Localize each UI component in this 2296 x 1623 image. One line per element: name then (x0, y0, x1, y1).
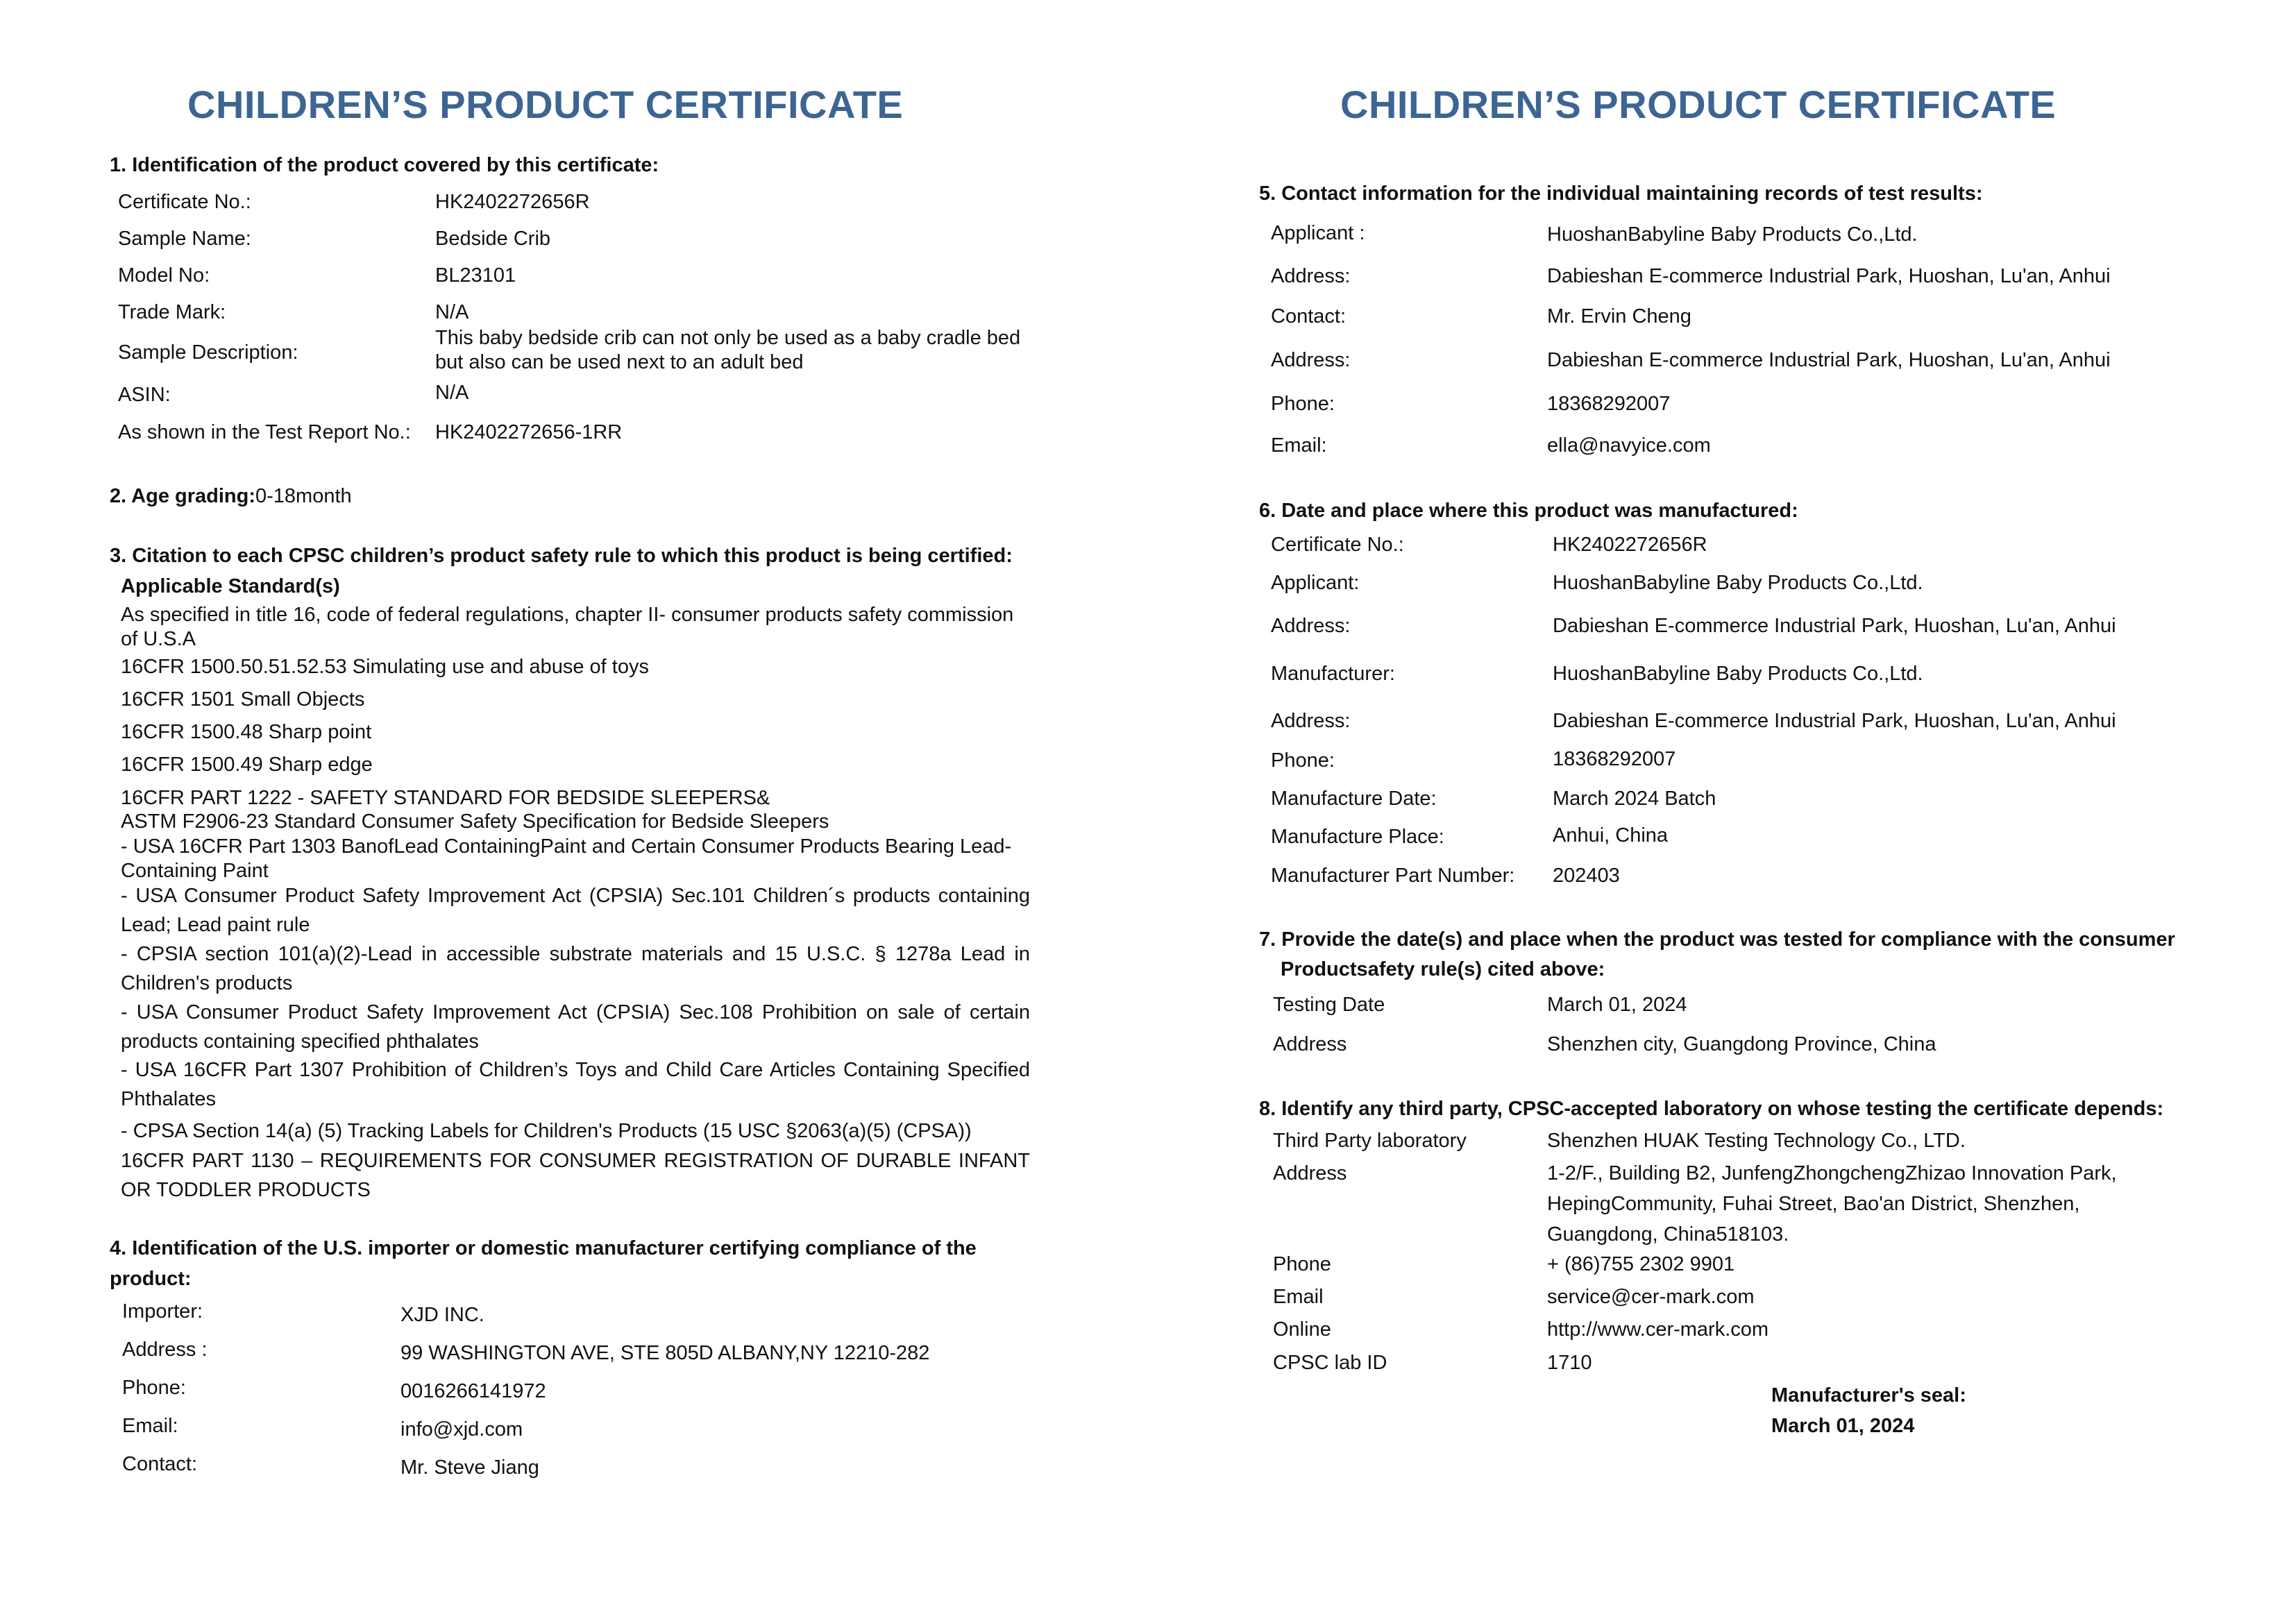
field-label: Applicant: (1271, 572, 1360, 594)
field-value: service@cer-mark.com (1547, 1286, 1755, 1308)
field-value: Dabieshan E-commerce Industrial Park, Huoshan, Lu'an, Anhui (1553, 710, 2116, 732)
standard-line: - USA Consumer Product Safety Improvement Act (CPSIA) Sec.101 Children´s products containing Lead; Lead paint rule (121, 885, 1030, 936)
field-value: March 01, 2024 (1547, 994, 1687, 1016)
standard-line: - USA Consumer Product Safety Improvement Act (CPSIA) Sec.108 Prohibition on sale of certain products containing specified phthalates (121, 1001, 1030, 1053)
standard-line: 16CFR 1500.49 Sharp edge (121, 754, 373, 776)
field-value: + (86)755 2302 9901 (1547, 1253, 1735, 1275)
field-value: 18368292007 (1553, 748, 1676, 770)
field-label: Trade Mark: (118, 301, 226, 323)
standard-line: 16CFR PART 1130 – REQUIREMENTS FOR CONSUMER REGISTRATION OF DURABLE INFANT OR TODDLER PRODUCTS (121, 1150, 1030, 1201)
field-label: Address: (1271, 710, 1351, 732)
section-8-heading: 8. Identify any third party, CPSC-accepted laboratory on whose testing the certificate depends: (1259, 1098, 2164, 1120)
field-label: Manufacture Date: (1271, 788, 1437, 810)
standard-line: As specified in title 16, code of federal regulations, chapter II- consumer products safety commission of U.S.A (121, 604, 1014, 650)
field-label: Address (1273, 1033, 1347, 1055)
field-label: Email: (1271, 434, 1327, 457)
standard-line: 16CFR 1500.48 Sharp point (121, 721, 372, 743)
age-grading-label: 2. Age grading: (110, 485, 255, 507)
field-value: Dabieshan E-commerce Industrial Park, Huoshan, Lu'an, Anhui (1547, 349, 2111, 371)
manufacturer-seal-date: March 01, 2024 (1771, 1415, 1915, 1437)
standard-line: ASTM F2906-23 Standard Consumer Safety Specification for Bedside Sleepers (121, 810, 829, 833)
field-label: Phone: (1271, 393, 1335, 415)
field-value: Mr. Steve Jiang (400, 1456, 539, 1479)
field-value: This baby bedside crib can not only be used as a baby cradle bed but also can be used next to an adult bed (435, 327, 1021, 373)
field-label: Manufacturer: (1271, 663, 1395, 685)
field-value: HuoshanBabyline Baby Products Co.,Ltd. (1547, 223, 1918, 246)
field-label: Email: (122, 1415, 178, 1437)
standard-line: - CPSIA section 101(a)(2)-Lead in accessible substrate materials and 15 U.S.C. § 1278a Lead in Children's products (121, 943, 1030, 994)
applicable-standards-subheading: Applicable Standard(s) (121, 575, 340, 597)
field-label: As shown in the Test Report No.: (118, 421, 411, 443)
age-grading-value: 0-18month (255, 485, 352, 507)
field-label: Address : (122, 1339, 208, 1361)
field-label: Address: (1271, 265, 1351, 287)
field-label: Manufacturer Part Number: (1271, 865, 1515, 887)
field-value: 202403 (1553, 865, 1620, 887)
manufacturer-seal-label: Manufacturer's seal: (1771, 1384, 1966, 1407)
field-value: ella@navyice.com (1547, 434, 1711, 457)
field-value: 1-2/F., Building B2, JunfengZhongchengZhizao Innovation Park, HepingCommunity, Fuhai Street, Bao'an District, Shenzhen, Guangdong, China518103. (1547, 1162, 2117, 1246)
field-value: BL23101 (435, 264, 516, 287)
field-label: ASIN: (118, 384, 171, 406)
field-label: Sample Name: (118, 228, 251, 250)
field-value: 18368292007 (1547, 393, 1671, 415)
field-value: Shenzhen city, Guangdong Province, China (1547, 1033, 1936, 1055)
field-label: Address: (1271, 615, 1351, 637)
field-value: Dabieshan E-commerce Industrial Park, Huoshan, Lu'an, Anhui (1547, 265, 2111, 287)
field-label: Applicant : (1271, 222, 1365, 244)
field-value: HK2402272656R (435, 191, 590, 213)
field-value: Shenzhen HUAK Testing Technology Co., LTD. (1547, 1130, 1966, 1152)
standard-line: - USA 16CFR Part 1307 Prohibition of Children’s Toys and Child Care Articles Containing Specified Phthalates (121, 1059, 1030, 1110)
standard-line: - CPSA Section 14(a) (5) Tracking Labels for Children's Products (15 USC §2063(a)(5) (CPSA)) (121, 1120, 972, 1142)
field-value: 99 WASHINGTON AVE, STE 805D ALBANY,NY 12210-282 (400, 1342, 930, 1364)
page-title: CHILDREN’S PRODUCT CERTIFICATE (1340, 83, 2057, 126)
standard-line: 16CFR 1501 Small Objects (121, 688, 365, 711)
field-label: Third Party laboratory (1273, 1130, 1467, 1152)
field-value: N/A (435, 301, 469, 323)
field-value: 0016266141972 (400, 1380, 546, 1402)
field-label: Email (1273, 1286, 1324, 1308)
field-label: Phone: (1271, 749, 1335, 772)
field-value: HK2402272656R (1553, 534, 1707, 556)
field-label: Address (1273, 1162, 1347, 1184)
field-value: 1710 (1547, 1352, 1592, 1374)
field-label: Importer: (122, 1300, 203, 1323)
field-value: HuoshanBabyline Baby Products Co.,Ltd. (1553, 663, 1923, 685)
field-label: Certificate No.: (118, 191, 251, 213)
field-label: Phone: (122, 1377, 186, 1399)
field-label: Certificate No.: (1271, 534, 1404, 556)
certificate-page-right (1148, 0, 2296, 1623)
field-value: Anhui, China (1553, 824, 1669, 847)
page-title: CHILDREN’S PRODUCT CERTIFICATE (187, 83, 904, 126)
field-value: XJD INC. (400, 1304, 484, 1326)
field-label: Contact: (122, 1453, 197, 1475)
field-value: Mr. Ervin Cheng (1547, 305, 1691, 328)
field-value: info@xjd.com (400, 1418, 523, 1441)
field-label: Testing Date (1273, 994, 1385, 1016)
field-label: Manufacture Place: (1271, 826, 1444, 848)
field-value: Dabieshan E-commerce Industrial Park, Huoshan, Lu'an, Anhui (1553, 615, 2116, 637)
field-value: March 2024 Batch (1553, 788, 1716, 810)
section-7-heading: 7. Provide the date(s) and place when the product was tested for compliance with the consumer (1259, 928, 2175, 951)
standard-line: - USA 16CFR Part 1303 BanofLead ContainingPaint and Certain Consumer Products Bearing Lead-Containing Paint (121, 835, 1012, 882)
field-label: Address: (1271, 349, 1351, 371)
section-7-heading-cont: Productsafety rule(s) cited above: (1281, 958, 1605, 980)
field-label: Contact: (1271, 305, 1346, 328)
field-label: Online (1273, 1318, 1331, 1341)
field-value: HK2402272656-1RR (435, 421, 623, 443)
section-6-heading: 6. Date and place where this product was manufactured: (1259, 500, 1798, 522)
section-5-heading: 5. Contact information for the individual maintaining records of test results: (1259, 182, 1983, 205)
field-label: Sample Description: (118, 341, 298, 364)
section-2-heading (110, 485, 352, 508)
field-value: N/A (435, 382, 469, 404)
section-4-heading: 4. Identification of the U.S. importer or domestic manufacturer certifying compliance of the product: (110, 1237, 977, 1290)
field-value: HuoshanBabyline Baby Products Co.,Ltd. (1553, 572, 1923, 594)
standard-line: 16CFR 1500.50.51.52.53 Simulating use and abuse of toys (121, 656, 649, 678)
section-1-heading: 1. Identification of the product covered by this certificate: (110, 154, 659, 176)
field-value: http://www.cer-mark.com (1547, 1318, 1769, 1341)
section-3-heading: 3. Citation to each CPSC children’s product safety rule to which this product is being certified: (110, 545, 1013, 567)
field-label: Model No: (118, 264, 210, 287)
standard-line: 16CFR PART 1222 - SAFETY STANDARD FOR BEDSIDE SLEEPERS& (121, 787, 770, 809)
field-value: Bedside Crib (435, 228, 551, 250)
field-label: CPSC lab ID (1273, 1352, 1387, 1374)
field-label: Phone (1273, 1253, 1331, 1275)
